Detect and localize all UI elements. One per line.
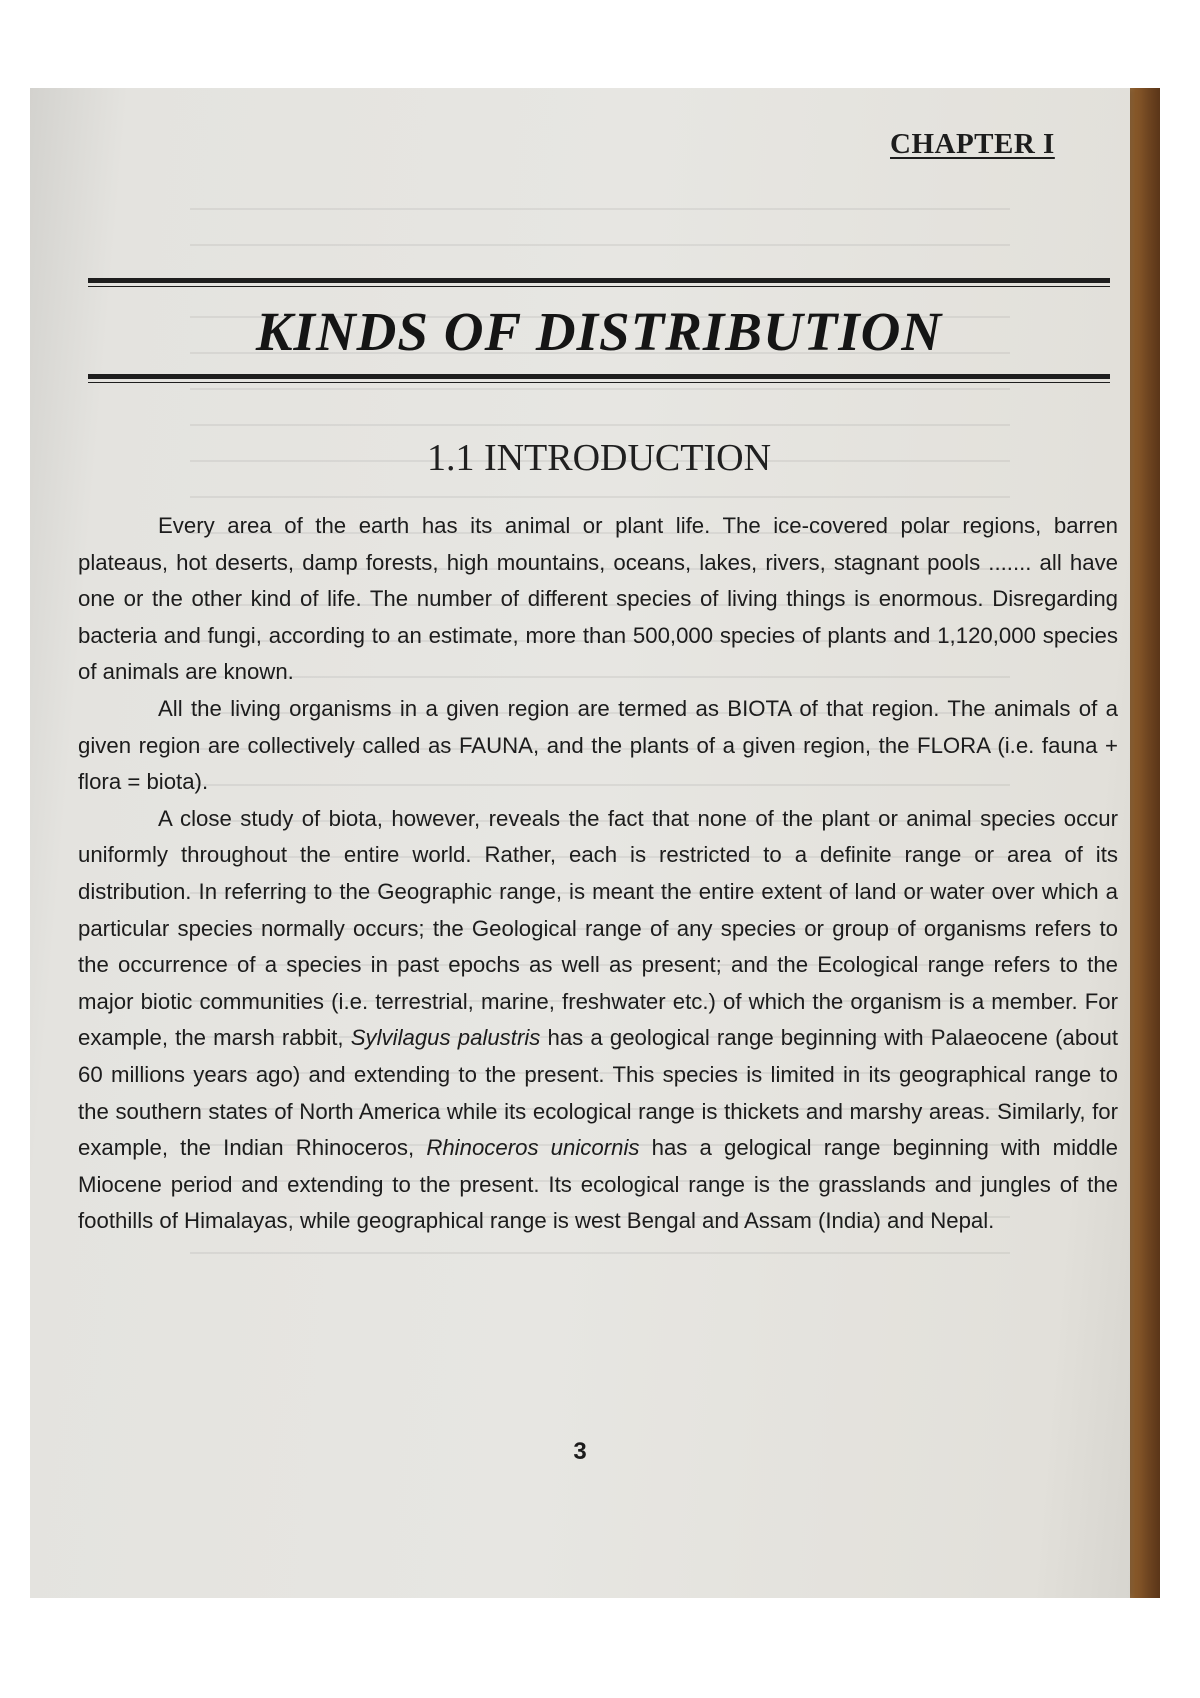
title-rule-bottom — [88, 374, 1110, 383]
page-number: 3 — [573, 1438, 587, 1465]
section-title: 1.1 INTRODUCTION — [426, 437, 772, 479]
species-name-rhinoceros: Rhinoceros unicornis — [426, 1135, 640, 1161]
paragraph-ranges — [78, 801, 1118, 1240]
ranges-text-b: has a geological range beginning with Palaeocene (about 60 millions years ago) and extending to the present. This species is limited in its geographical range to the southern states of North America while its ecological range is thickets and marshy areas. Similarly, for example, the Indian Rhinoceros, — [78, 1025, 1118, 1161]
title-rule-top — [88, 278, 1110, 287]
ranges-text-c: has a gelogical range beginning with middle Miocene period and extending to the present. Its ecological range is the grasslands and jungles of the foothills of Himalayas, while geographical range is west Bengal and Assam (India) and Nepal. — [78, 1135, 1118, 1234]
chapter-label: CHAPTER I — [890, 128, 1055, 160]
page-photo — [30, 88, 1160, 1598]
paragraph-biota: All the living organisms in a given region are termed as BIOTA of that region. The animals of a given region are collectively called as FAUNA, and the plants of a given region, the FLORA (i.e. fauna + flora = biota). — [78, 695, 1118, 795]
chapter-title: KINDS OF DISTRIBUTION — [255, 301, 943, 362]
paragraph-intro: Every area of the earth has its animal or plant life. The ice-covered polar regions, barren plateaus, hot deserts, damp forests, high mountains, oceans, lakes, rivers, stagnant pools ....... all have one or the other kind of life. The number of different species of living things is enormous. Disregarding bacteria and fungi, according to an estimate, more than 500,000 species of plants and 1,120,000 species of animals are known. — [78, 513, 1118, 685]
body-text — [78, 508, 1118, 1240]
ranges-text-a: A close study of biota, however, reveals the fact that none of the plant or animal species occur uniformly throughout the entire world. Rather, each is restricted to a definite range or area of its distribution. In referring to the Geographic range, is meant the entire extent of land or water over which a particular species normally occurs; the Geological range of any species or group of organisms refers to the occurrence of a species in past epochs as well as present; and the Ecological range refers to the major biotic communities (i.e. terrestrial, marine, freshwater etc.) of which the organism is a member. For example, the marsh rabbit, — [78, 805, 1118, 1051]
species-name-rabbit: Sylvilagus palustris — [350, 1025, 541, 1051]
book-page — [30, 88, 1130, 1598]
